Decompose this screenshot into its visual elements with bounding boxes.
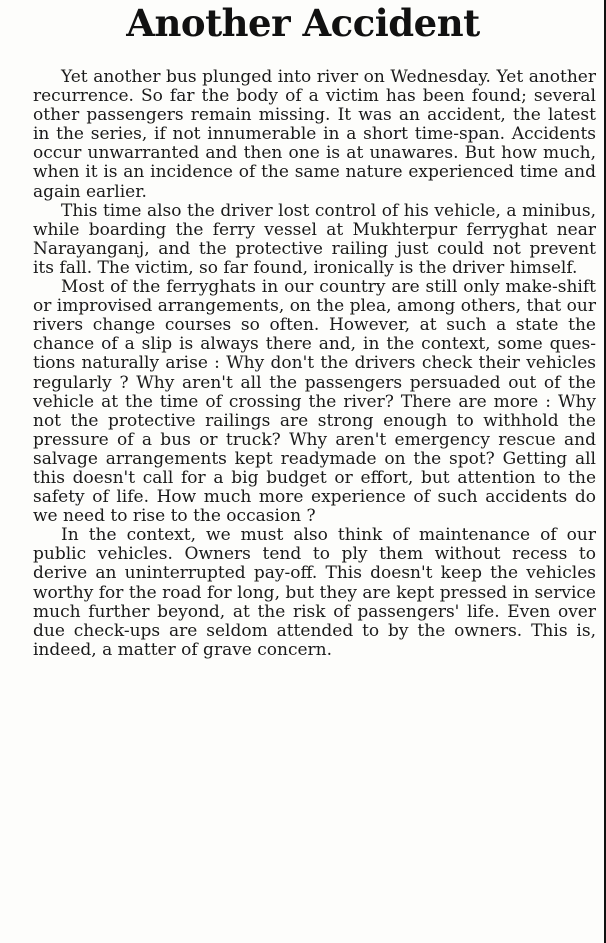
article-paragraph: Yet another bus plunged into river on Wednesday. Yet another recurrence. So far the body of a victim has been found; several other passengers remain missing. It was an accident, the latest in the series, if not innumerable in a short time-span. Accidents occur unwarranted and then one is at unawares. But how much, when it is an incidence of the same nature experienced time and again earlier.	[33, 67, 596, 202]
headline: Another Accident	[126, 1, 480, 45]
article-paragraph: Most of the ferryghats in our country are still only make-shift or improvised arrangements, on the plea, among others, that our rivers change courses so often. However, at such a state the chance of a slip is always there and, in the context, some questions naturally arise : Why don't the drivers check their vehicles regularly ? Why aren't all the passengers persuaded out of the vehicle at the time of crossing the river? There are more : Why not the protective railings are strong enough to withhold the pressure of a bus or truck? Why aren't emergency rescue and salvage arrangements kept readymade on the spot? Getting all this doesn't call for a big budget or effort, but attention to the safety of life. How much more experience of such accidents do we need to rise to the occasion ?	[33, 277, 596, 527]
article-body	[33, 68, 596, 660]
article-paragraph: This time also the driver lost control of his vehicle, a minibus, while boarding the ferry vessel at Mukhterpur ferryghat near Narayanganj, and the protective railing just could not prevent its fall. The victim, so far found, ironically is the driver himself.	[33, 200, 596, 278]
article-paragraph: In the context, we must also think of maintenance of our public vehicles. Owners tend to ply them without recess to derive an uninterrupted pay-off. This doesn't keep the vehicles worthy for the road for long, but they are kept pressed in service much further beyond, at the risk of passengers' life. Even over due check-ups are seldom attended to by the owners. This is, indeed, a matter of grave concern.	[33, 525, 596, 660]
